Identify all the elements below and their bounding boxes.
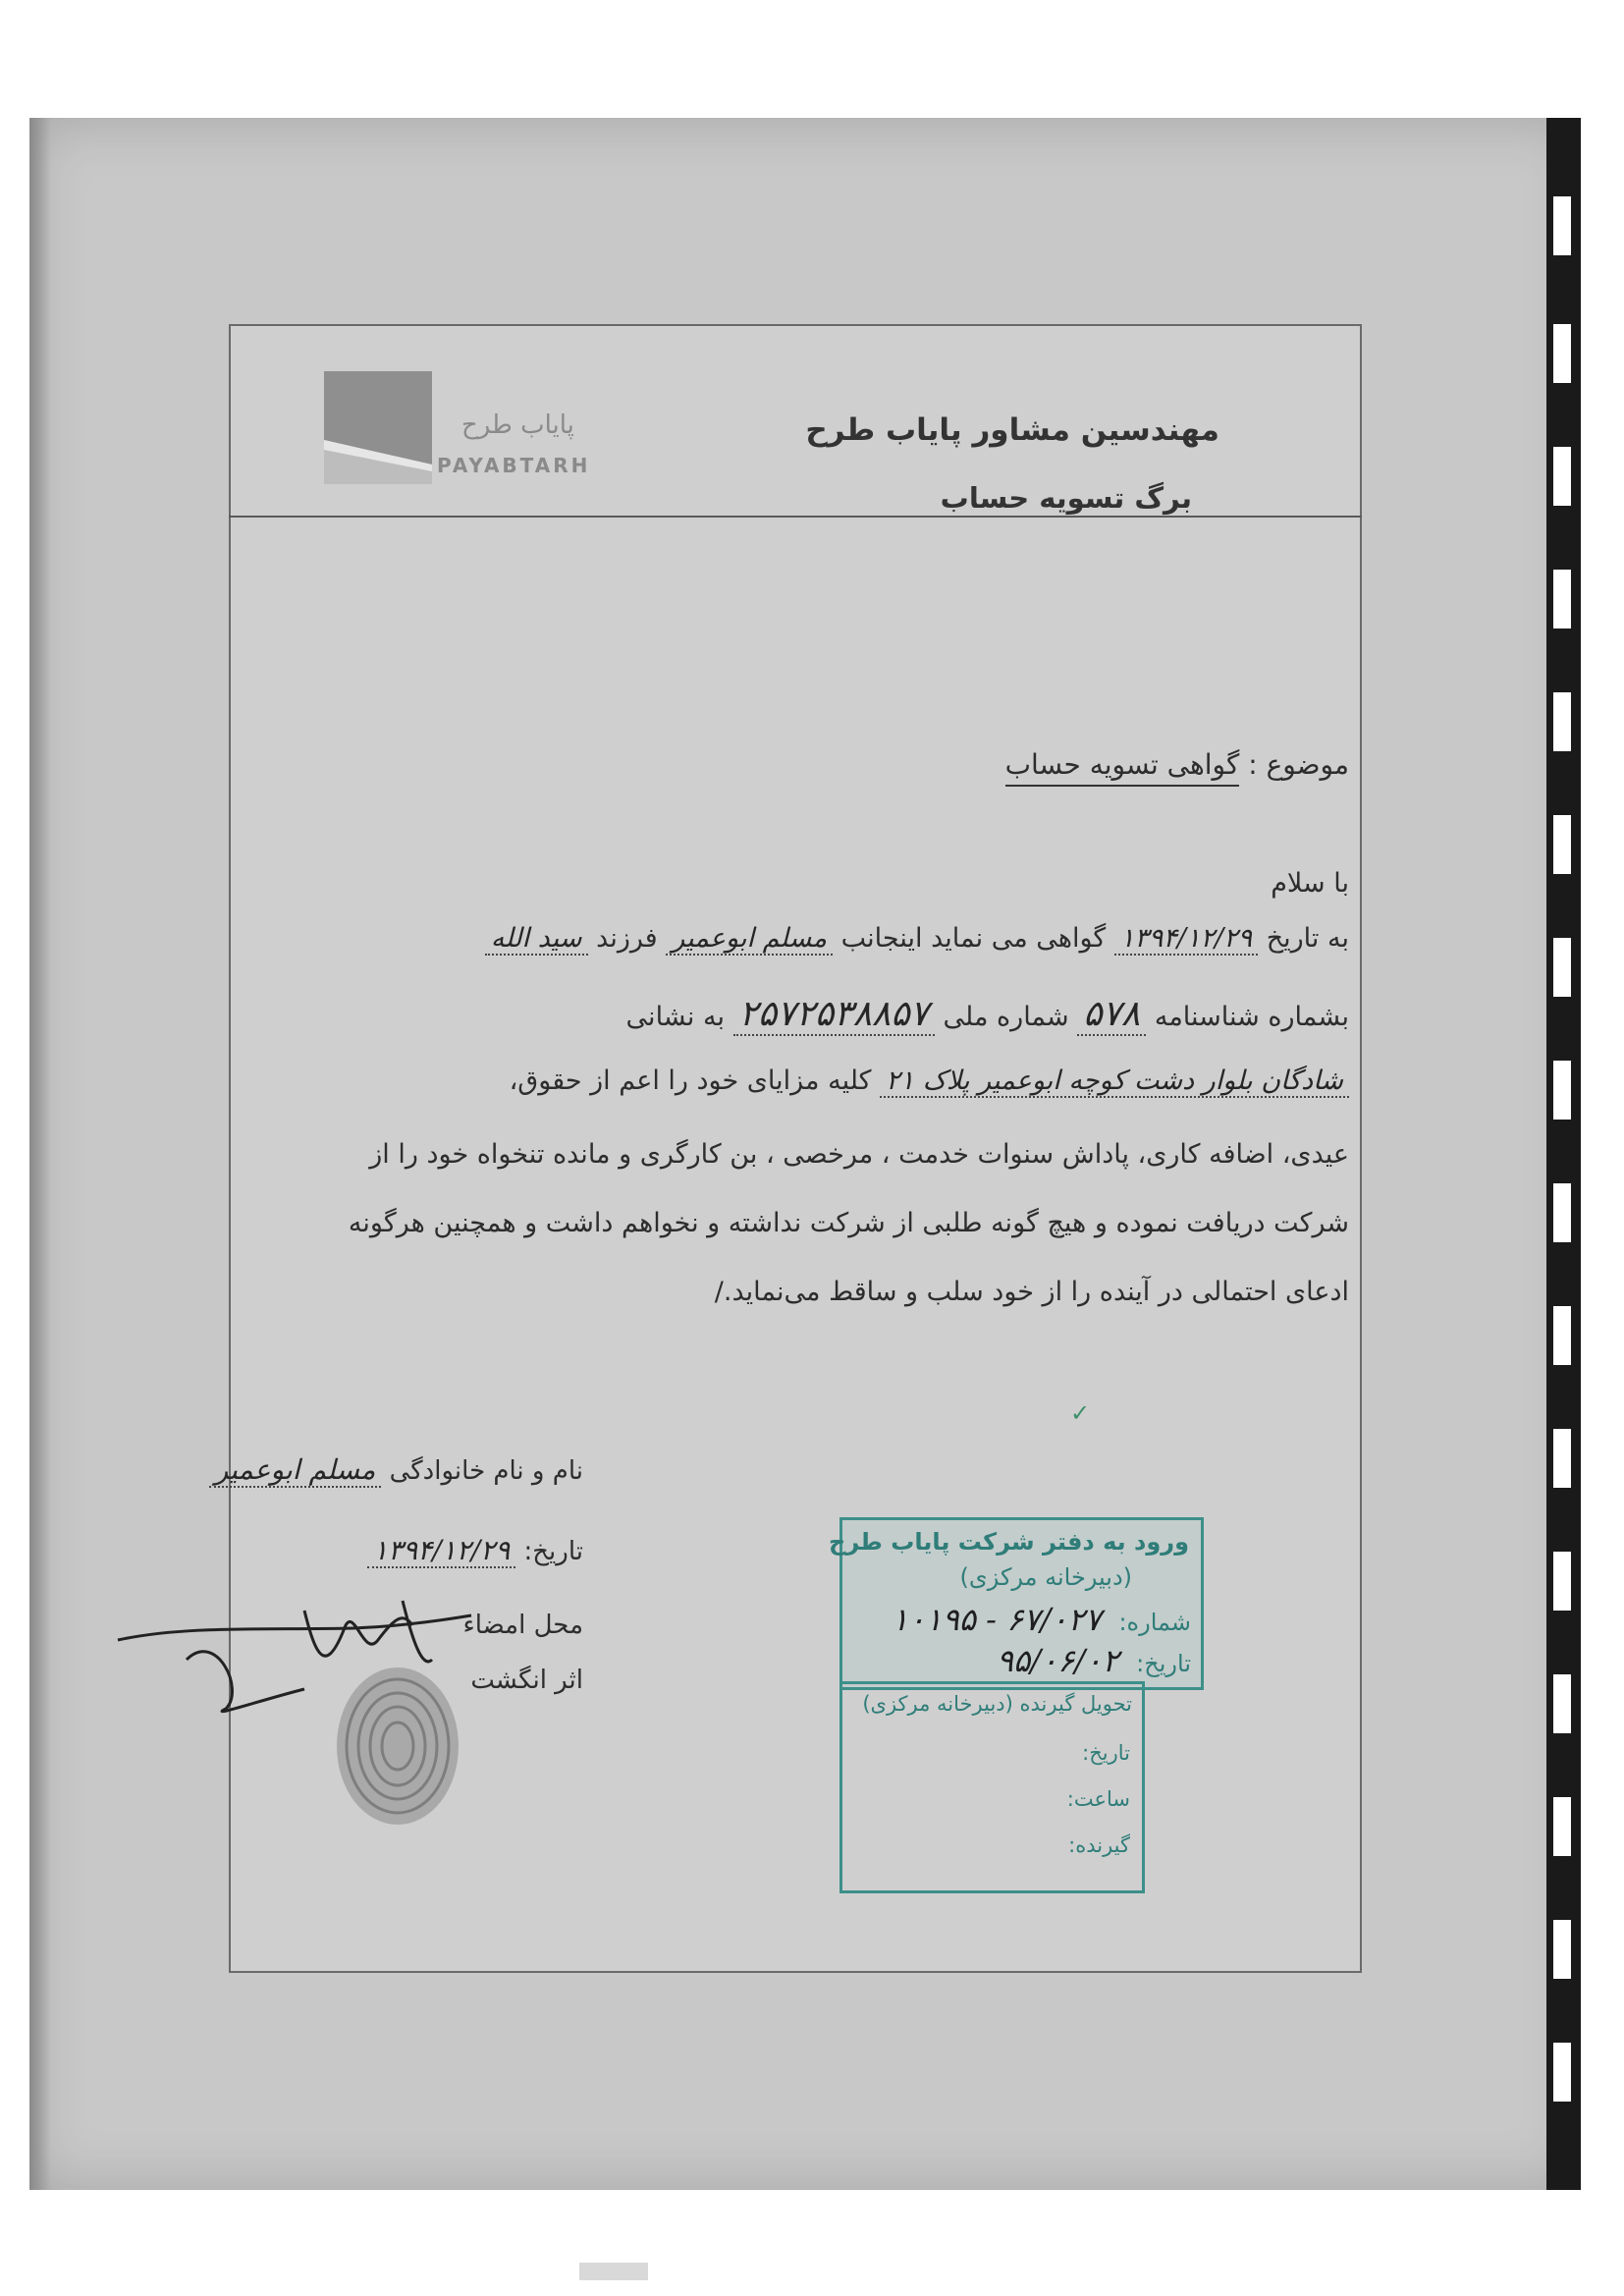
- handwritten-national-id: ۲۵۷۲۵۳۸۸۵۷: [733, 994, 935, 1036]
- company-logo-icon: [324, 371, 432, 484]
- receipt-time-label: ساعت:: [1066, 1787, 1130, 1811]
- subject-value: گواهی تسویه حساب: [1005, 748, 1240, 787]
- edge-gap: [1553, 1920, 1571, 1979]
- body-text: کلیه مزایای خود را اعم از حقوق،: [509, 1066, 872, 1096]
- sign-place-label: محل امضاء: [462, 1611, 583, 1640]
- handwritten-date: ۱۳۹۴/۱۲/۲۹: [1114, 923, 1258, 956]
- scan-left-shadow: [29, 118, 51, 2190]
- handwritten-sign-date: ۱۳۹۴/۱۲/۲۹: [367, 1534, 515, 1568]
- handwritten-address: شادگان بلوار دشت کوچه ابوعمیر پلاک ۲۱: [880, 1066, 1349, 1098]
- edge-gap: [1553, 938, 1571, 997]
- stamp-subtitle: (دبیرخانه مرکزی): [959, 1563, 1132, 1591]
- greeting: با سلام: [1271, 868, 1349, 899]
- fingerprint-icon: [324, 1660, 471, 1831]
- body-text: به تاریخ: [1266, 923, 1349, 954]
- name-label: نام و نام خانوادگی: [389, 1456, 583, 1486]
- edge-gap: [1553, 570, 1571, 629]
- date-signature-line: [367, 1534, 583, 1566]
- edge-gap: [1553, 1674, 1571, 1733]
- stamp-number-row: [892, 1601, 1191, 1638]
- form-title: برگ تسویه حساب: [940, 481, 1192, 515]
- body-text: فرزند: [596, 923, 658, 954]
- receipt-date-label: تاریخ:: [1082, 1741, 1130, 1765]
- edge-gap: [1553, 1797, 1571, 1856]
- handwritten-signer-name: مسلم ابوعمیر: [209, 1453, 382, 1488]
- receipt-stamp: [839, 1681, 1145, 1893]
- header-divider: [229, 516, 1362, 518]
- ink-mark-icon: ✓: [1070, 1399, 1091, 1427]
- handwritten-father-name: سید الله: [485, 923, 588, 956]
- body-line-3: [318, 1066, 1349, 1096]
- scan-artifact: [579, 2263, 648, 2280]
- stamp-title: ورود به دفتر شرکت پایاب طرح: [829, 1528, 1189, 1556]
- body-line-1: [318, 923, 1349, 954]
- date-label: تاریخ:: [523, 1537, 583, 1566]
- edge-gap: [1553, 692, 1571, 751]
- edge-gap: [1553, 2043, 1571, 2102]
- edge-gap: [1553, 1429, 1571, 1488]
- receipt-receiver-label: گیرنده:: [1068, 1833, 1130, 1857]
- body-line-6: ادعای احتمالی در آینده را از خود سلب و ساقط می‌نماید./: [714, 1277, 1349, 1307]
- stamp-date-row: [997, 1642, 1191, 1679]
- body-text: گواهی می نماید اینجانب: [840, 923, 1107, 954]
- body-line-2: [318, 994, 1349, 1034]
- scan-edge-strip: [1546, 118, 1581, 2190]
- body-line-5: شرکت دریافت نموده و هیچ گونه طلبی از شرکت نداشته و نخواهم داشت و همچنین هرگونه: [348, 1208, 1349, 1238]
- body-text: بشماره شناسنامه: [1154, 1002, 1349, 1032]
- stamp-date-label: تاریخ:: [1136, 1650, 1191, 1677]
- edge-gap: [1553, 1552, 1571, 1611]
- fingerprint-label: اثر انگشت: [470, 1666, 583, 1695]
- handwritten-name: مسلم ابوعمیر: [666, 923, 833, 956]
- edge-gap: [1553, 196, 1571, 255]
- edge-gap: [1553, 1183, 1571, 1242]
- logo-text-en: PAYABTARH: [437, 454, 591, 477]
- body-text: شماره ملی: [943, 1002, 1069, 1032]
- subject-line: [1005, 748, 1349, 781]
- edge-gap: [1553, 1061, 1571, 1120]
- body-text: به نشانی: [625, 1002, 725, 1032]
- edge-gap: [1553, 1306, 1571, 1365]
- receipt-stamp-title: تحویل گیرنده (دبیرخانه مرکزی): [862, 1692, 1132, 1716]
- company-name: مهندسین مشاور پایاب طرح: [805, 412, 1219, 448]
- edge-gap: [1553, 447, 1571, 506]
- stamp-number-label: شماره:: [1118, 1609, 1191, 1636]
- incoming-stamp: [829, 1517, 1204, 1690]
- stamp-date-value: ۹۵/۰۶/۰۲: [996, 1642, 1119, 1679]
- body-line-4: عیدی، اضافه کاری، پاداش سنوات خدمت ، مرخصی ، بن کارگری و مانده تنخواه خود را از: [369, 1139, 1349, 1170]
- stamp-number-value: ۶۷/۰۲۷ - ۱۰۱۹۵: [892, 1601, 1102, 1638]
- handwritten-id-number: ۵۷۸: [1077, 994, 1146, 1036]
- logo-text-fa: پایاب طرح: [461, 410, 574, 440]
- edge-gap: [1553, 324, 1571, 383]
- edge-gap: [1553, 815, 1571, 874]
- name-signature-line: [209, 1453, 583, 1486]
- subject-label: موضوع :: [1248, 748, 1349, 781]
